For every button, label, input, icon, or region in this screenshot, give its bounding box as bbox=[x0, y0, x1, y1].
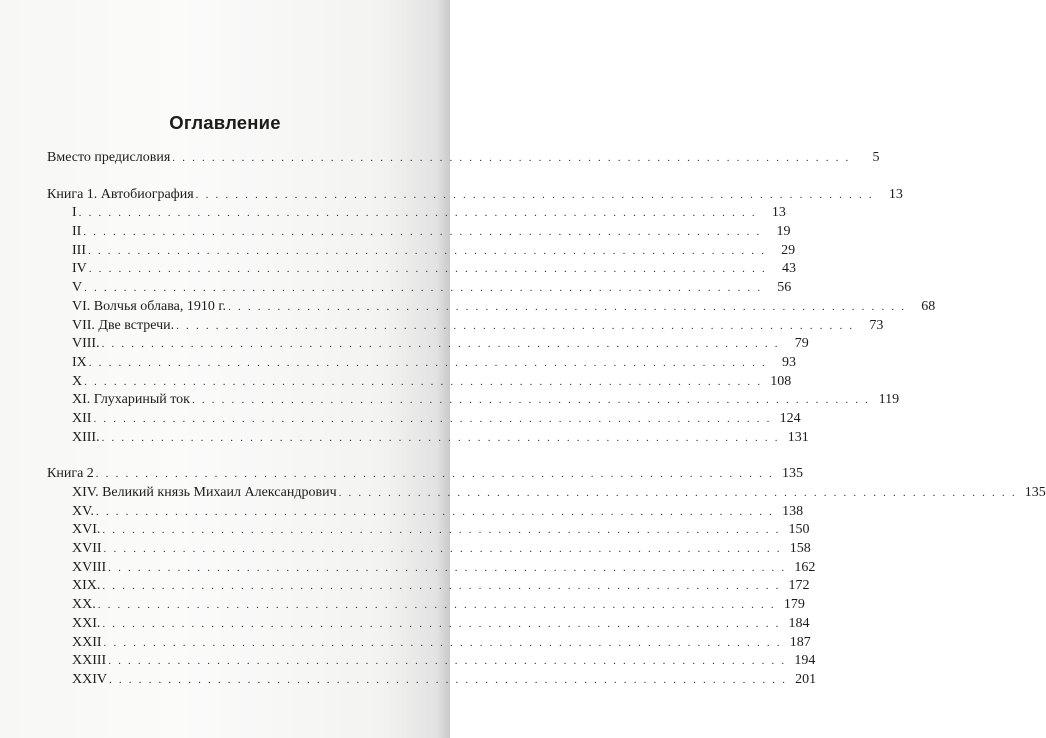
toc-entry-label: XV. bbox=[72, 503, 94, 519]
toc-chapter-entry bbox=[72, 298, 936, 317]
dot-leader: . . . . . . . . . . . . . . . . . . . . . . . . . . . . . . . . . . . . . . . . . . . . . . . . . . . . . . . . . . . . . . . . . . . . . bbox=[97, 599, 776, 612]
toc-entry-label: XXIV bbox=[72, 671, 107, 687]
toc-entry-label: XVII bbox=[72, 541, 102, 557]
dot-leader: . . . . . . . . . . . . . . . . . . . . . . . . . . . . . . . . . . . . . . . . . . . . . . . . . . . . . . . . . . . . . . . . . . . . . bbox=[93, 412, 772, 425]
toc-section-entry bbox=[47, 465, 803, 484]
dot-leader: . . . . . . . . . . . . . . . . . . . . . . . . . . . . . . . . . . . . . . . . . . . . . . . . . . . . . . . . . . . . . . . . . . . . . bbox=[84, 375, 763, 388]
toc-chapter-entry bbox=[72, 373, 792, 392]
toc-chapter-entry bbox=[72, 634, 811, 653]
dot-leader: . . . . . . . . . . . . . . . . . . . . . . . . . . . . . . . . . . . . . . . . . . . . . . . . . . . . . . . . . . . . . . . . . . . . . bbox=[88, 244, 767, 257]
toc-page-number: 201 bbox=[795, 671, 817, 687]
dot-leader: . . . . . . . . . . . . . . . . . . . . . . . . . . . . . . . . . . . . . . . . . . . . . . . . . . . . . . . . . . . . . . . . . . . . . bbox=[108, 655, 787, 668]
dot-leader: . . . . . . . . . . . . . . . . . . . . . . . . . . . . . . . . . . . . . . . . . . . . . . . . . . . . . . . . . . . . . . . . . . . . . bbox=[84, 282, 763, 295]
toc-chapter-entry bbox=[72, 391, 900, 410]
toc-section-entry bbox=[47, 149, 880, 168]
page-title: Оглавление bbox=[169, 112, 281, 133]
toc-page-number: 29 bbox=[781, 242, 796, 258]
toc-entry-label: XIV. Великий князь Михаил Александрович bbox=[72, 485, 337, 500]
toc-page-number: 184 bbox=[788, 615, 810, 631]
toc-entry-label: V bbox=[72, 280, 83, 296]
toc-entry-label: VIII. bbox=[72, 336, 100, 352]
toc-entry-label: Вместо предисловия bbox=[47, 150, 171, 165]
toc-page-number: 150 bbox=[788, 522, 810, 538]
toc-page-number: 135 bbox=[1024, 485, 1046, 500]
toc-page-number: 13 bbox=[771, 205, 786, 221]
toc-entry-label: Книга 1. Автобиография bbox=[47, 186, 194, 202]
toc-page-number: 56 bbox=[777, 280, 792, 296]
toc-chapter-entry bbox=[72, 559, 816, 578]
toc-page-number: 124 bbox=[779, 410, 801, 426]
toc-page-number: 187 bbox=[789, 634, 811, 650]
toc-chapter-entry bbox=[72, 204, 786, 223]
dot-leader: . . . . . . . . . . . . . . . . . . . . . . . . . . . . . . . . . . . . . . . . . . . . . . . . . . . . . . . . . . . . . . . . . . . . . bbox=[172, 152, 851, 164]
toc-entry-label: XIX. bbox=[72, 578, 101, 594]
dot-leader: . . . . . . . . . . . . . . . . . . . . . . . . . . . . . . . . . . . . . . . . . . . . . . . . . . . . . . . . . . . . . . . . . . . . . bbox=[176, 319, 855, 332]
toc-entry-label: XVI. bbox=[72, 522, 101, 538]
toc-entry-label: II bbox=[72, 224, 82, 240]
dot-leader: . . . . . . . . . . . . . . . . . . . . . . . . . . . . . . . . . . . . . . . . . . . . . . . . . . . . . . . . . . . . . . . . . . . . . bbox=[83, 226, 762, 239]
toc-entry-label: IV bbox=[72, 261, 87, 277]
table-of-contents bbox=[47, 149, 1046, 690]
toc-page-number: 68 bbox=[921, 298, 936, 314]
toc-entry-label: XVIII bbox=[72, 559, 107, 575]
dot-leader: . . . . . . . . . . . . . . . . . . . . . . . . . . . . . . . . . . . . . . . . . . . . . . . . . . . . . . . . . . . . . . . . . . . . . bbox=[102, 617, 781, 630]
toc-entry-label: XXII bbox=[72, 634, 102, 650]
toc-section-entry bbox=[47, 186, 903, 205]
toc-page-number: 179 bbox=[783, 597, 805, 613]
dot-leader: . . . . . . . . . . . . . . . . . . . . . . . . . . . . . . . . . . . . . . . . . . . . . . . . . . . . . . . . . . . . . . . . . . . . . bbox=[103, 543, 782, 556]
toc-page-number: 138 bbox=[782, 503, 804, 519]
toc-chapter-entry bbox=[72, 521, 810, 540]
toc-entry-label: Книга 2 bbox=[47, 466, 94, 482]
toc-chapter-entry bbox=[72, 484, 1046, 503]
toc-entry-label: IX bbox=[72, 354, 87, 370]
dot-leader: . . . . . . . . . . . . . . . . . . . . . . . . . . . . . . . . . . . . . . . . . . . . . . . . . . . . . . . . . . . . . . . . . . . . . bbox=[228, 300, 907, 313]
toc-chapter-entry bbox=[72, 223, 791, 242]
toc-chapter-entry bbox=[72, 652, 816, 671]
toc-page-number: 93 bbox=[781, 354, 796, 370]
dot-leader: . . . . . . . . . . . . . . . . . . . . . . . . . . . . . . . . . . . . . . . . . . . . . . . . . . . . . . . . . . . . . . . . . . . . . bbox=[95, 505, 775, 518]
dot-leader: . . . . . . . . . . . . . . . . . . . . . . . . . . . . . . . . . . . . . . . . . . . . . . . . . . . . . . . . . . . . . . . . . . . . . bbox=[338, 487, 1017, 499]
dot-leader: . . . . . . . . . . . . . . . . . . . . . . . . . . . . . . . . . . . . . . . . . . . . . . . . . . . . . . . . . . . . . . . . . . . . . bbox=[101, 431, 780, 444]
toc-page-number: 194 bbox=[794, 653, 816, 669]
toc-page-number: 13 bbox=[888, 186, 903, 202]
toc-chapter-entry bbox=[72, 242, 796, 261]
toc-page-number: 19 bbox=[776, 224, 791, 240]
toc-chapter-entry bbox=[72, 540, 811, 559]
toc-gap bbox=[47, 447, 390, 465]
dot-leader: . . . . . . . . . . . . . . . . . . . . . . . . . . . . . . . . . . . . . . . . . . . . . . . . . . . . . . . . . . . . . . . . . . . . . bbox=[195, 188, 874, 201]
toc-entry-label: XI. Глухариный ток bbox=[72, 392, 190, 408]
toc-page-number: 119 bbox=[878, 392, 900, 408]
dot-leader: . . . . . . . . . . . . . . . . . . . . . . . . . . . . . . . . . . . . . . . . . . . . . . . . . . . . . . . . . . . . . . . . . . . . . bbox=[88, 356, 767, 369]
toc-page-number: 158 bbox=[789, 541, 811, 557]
dot-leader: . . . . . . . . . . . . . . . . . . . . . . . . . . . . . . . . . . . . . . . . . . . . . . . . . . . . . . . . . . . . . . . . . . . . . bbox=[108, 561, 787, 574]
toc-chapter-entry bbox=[72, 596, 805, 615]
toc-chapter-entry bbox=[72, 615, 810, 634]
toc-chapter-entry bbox=[72, 335, 809, 354]
toc-entry-label: VII. Две встречи. bbox=[72, 317, 175, 333]
toc-page-number: 131 bbox=[787, 429, 809, 445]
toc-chapter-entry bbox=[72, 260, 796, 279]
toc-entry-label: XXI. bbox=[72, 615, 101, 631]
toc-page-number: 108 bbox=[770, 373, 792, 389]
toc-entry-label: III bbox=[72, 242, 86, 258]
toc-chapter-entry bbox=[72, 577, 810, 596]
toc-entry-label: XIII. bbox=[72, 429, 100, 445]
dot-leader: . . . . . . . . . . . . . . . . . . . . . . . . . . . . . . . . . . . . . . . . . . . . . . . . . . . . . . . . . . . . . . . . . . . . . bbox=[88, 263, 767, 276]
toc-chapter-entry bbox=[72, 410, 801, 429]
dot-leader: . . . . . . . . . . . . . . . . . . . . . . . . . . . . . . . . . . . . . . . . . . . . . . . . . . . . . . . . . . . . . . . . . . . . . bbox=[101, 338, 780, 351]
dot-leader: . . . . . . . . . . . . . . . . . . . . . . . . . . . . . . . . . . . . . . . . . . . . . . . . . . . . . . . . . . . . . . . . . . . . . bbox=[191, 394, 871, 407]
dot-leader: . . . . . . . . . . . . . . . . . . . . . . . . . . . . . . . . . . . . . . . . . . . . . . . . . . . . . . . . . . . . . . . . . . . . . bbox=[95, 468, 774, 481]
toc-chapter-entry bbox=[72, 317, 884, 336]
dot-leader: . . . . . . . . . . . . . . . . . . . . . . . . . . . . . . . . . . . . . . . . . . . . . . . . . . . . . . . . . . . . . . . . . . . . . bbox=[78, 207, 757, 220]
toc-chapter-entry bbox=[72, 354, 796, 373]
toc-gap bbox=[47, 168, 390, 186]
toc-page-number: 162 bbox=[794, 559, 816, 575]
dot-leader: . . . . . . . . . . . . . . . . . . . . . . . . . . . . . . . . . . . . . . . . . . . . . . . . . . . . . . . . . . . . . . . . . . . . . bbox=[103, 636, 782, 649]
dot-leader: . . . . . . . . . . . . . . . . . . . . . . . . . . . . . . . . . . . . . . . . . . . . . . . . . . . . . . . . . . . . . . . . . . . . . bbox=[109, 673, 788, 686]
toc-page-number: 5 bbox=[872, 150, 880, 165]
toc-page-number: 79 bbox=[794, 336, 809, 352]
toc-chapter-entry bbox=[72, 279, 792, 298]
toc-chapter-entry bbox=[72, 671, 817, 690]
toc-entry-label: XX. bbox=[72, 597, 96, 613]
toc-chapter-entry bbox=[72, 429, 809, 448]
toc-page-number: 172 bbox=[788, 578, 810, 594]
toc-page-number: 43 bbox=[781, 261, 796, 277]
dot-leader: . . . . . . . . . . . . . . . . . . . . . . . . . . . . . . . . . . . . . . . . . . . . . . . . . . . . . . . . . . . . . . . . . . . . . bbox=[102, 580, 781, 593]
toc-chapter-entry bbox=[72, 503, 804, 522]
toc-entry-label: XXIII bbox=[72, 653, 107, 669]
toc-page-number: 135 bbox=[781, 466, 803, 482]
toc-entry-label: X bbox=[72, 373, 83, 389]
toc-page-number: 73 bbox=[869, 317, 884, 333]
toc-entry-label: XII bbox=[72, 410, 92, 426]
toc-entry-label: VI. Волчья облава, 1910 г. bbox=[72, 298, 227, 314]
toc-entry-label: I bbox=[72, 205, 77, 221]
dot-leader: . . . . . . . . . . . . . . . . . . . . . . . . . . . . . . . . . . . . . . . . . . . . . . . . . . . . . . . . . . . . . . . . . . . . . bbox=[102, 524, 781, 537]
